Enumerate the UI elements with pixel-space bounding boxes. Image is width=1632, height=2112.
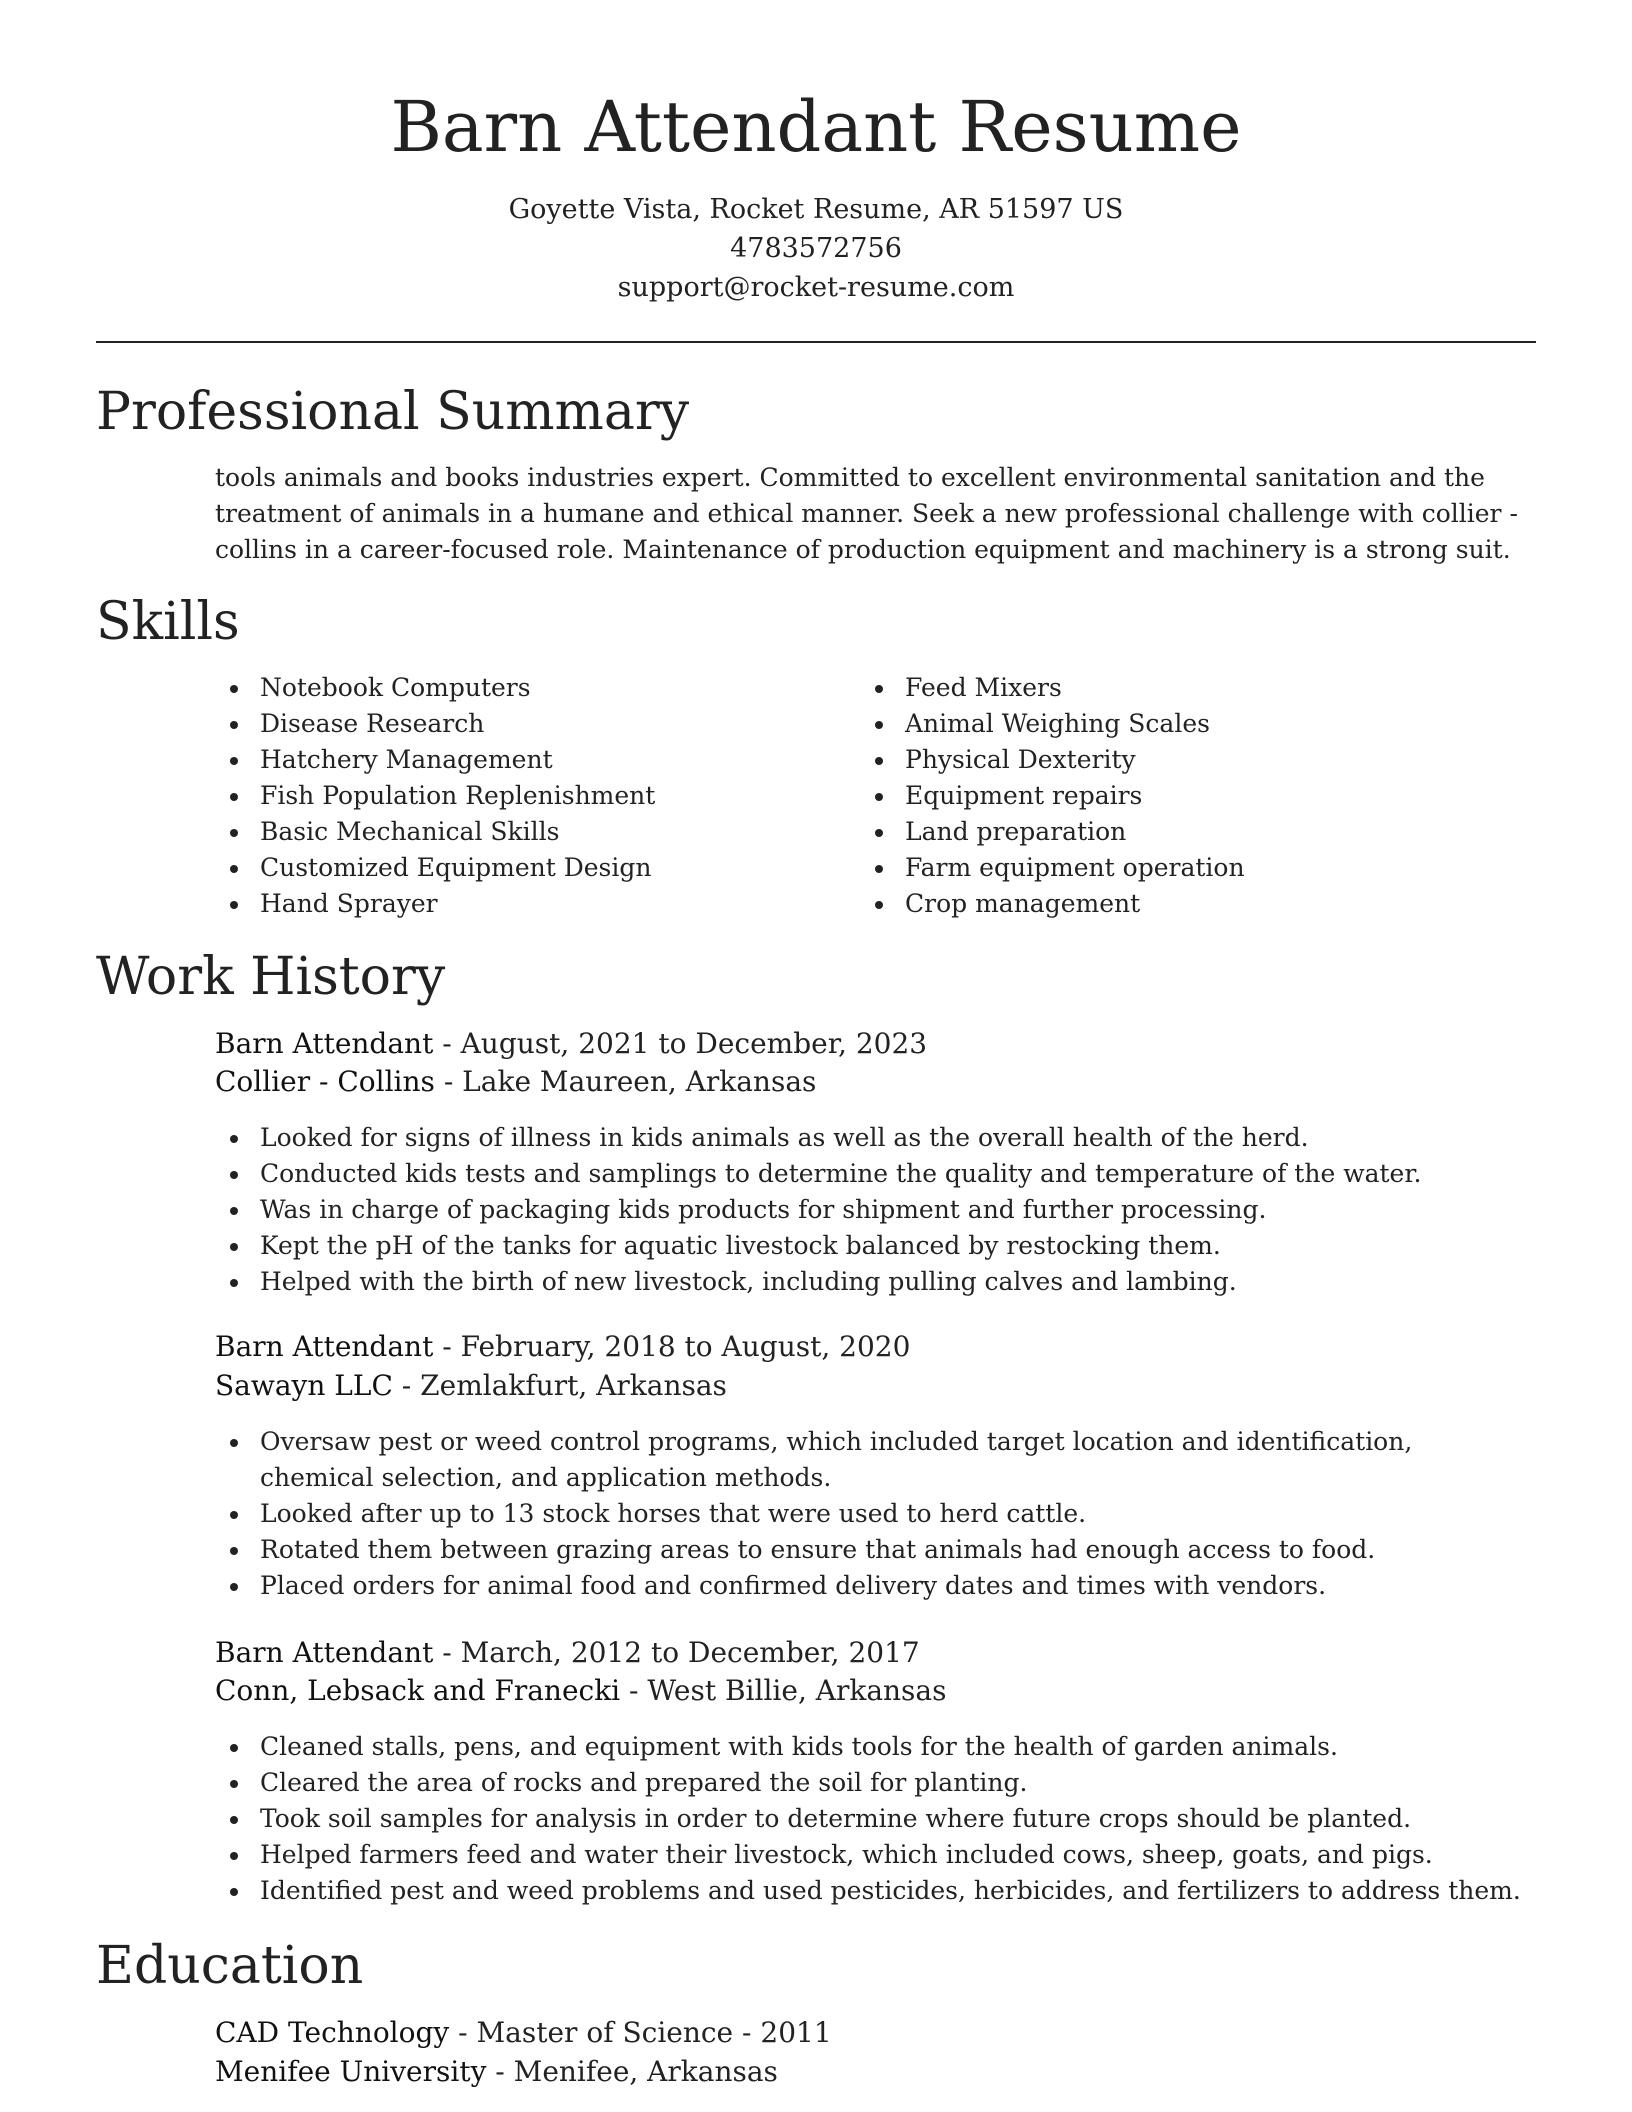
list-item: Was in charge of packaging kids products for shipment and further processing.	[215, 1192, 1535, 1228]
job-location: - West Billie, Arkansas	[620, 1674, 947, 1707]
job-dates: - August, 2021 to December, 2023	[433, 1027, 928, 1060]
job-title-line	[215, 1328, 910, 1366]
phone: 4783572756	[730, 233, 902, 264]
skill-item: Land preparation	[860, 814, 1500, 850]
list-item: Took soil samples for analysis in order to determine where future crops should be planted.	[215, 1801, 1555, 1837]
job-role: Barn Attendant	[215, 1636, 434, 1669]
job-bullets	[215, 1120, 1535, 1300]
skill-item: Crop management	[860, 886, 1500, 922]
list-item: Kept the pH of the tanks for aquatic livestock balanced by restocking them.	[215, 1228, 1535, 1264]
resume-title: Barn Attendant Resume	[390, 86, 1242, 168]
skill-item: Physical Dexterity	[860, 742, 1500, 778]
education-location: - Menifee, Arkansas	[486, 2055, 778, 2088]
skill-item: Equipment repairs	[860, 778, 1500, 814]
skill-item: Basic Mechanical Skills	[215, 814, 815, 850]
summary-heading: Professional Summary	[96, 382, 690, 442]
email: support@rocket-resume.com	[617, 272, 1015, 303]
job-company: Conn, Lebsack and Franecki	[215, 1674, 621, 1707]
education-school-line	[215, 2053, 778, 2091]
job-dates: - February, 2018 to August, 2020	[433, 1330, 911, 1363]
job-role: Barn Attendant	[215, 1330, 434, 1363]
list-item: Helped with the birth of new livestock, including pulling calves and lambing.	[215, 1264, 1535, 1300]
job-bullets	[215, 1729, 1555, 1909]
education-program: CAD Technology	[215, 2016, 450, 2049]
list-item: Rotated them between grazing areas to ensure that animals had enough access to food.	[215, 1532, 1475, 1568]
job-title-line	[215, 1025, 927, 1063]
job-role: Barn Attendant	[215, 1027, 434, 1060]
job-company-line	[215, 1672, 946, 1710]
list-item: Identified pest and weed problems and used pesticides, herbicides, and fertilizers to address them.	[215, 1873, 1555, 1909]
list-item: Looked for signs of illness in kids animals as well as the overall health of the herd.	[215, 1120, 1535, 1156]
list-item: Oversaw pest or weed control programs, which included target location and identification, chemical selection, and application methods.	[215, 1424, 1475, 1496]
skill-item: Hatchery Management	[215, 742, 815, 778]
job-location: - Lake Maureen, Arkansas	[434, 1065, 817, 1098]
header-divider	[96, 341, 1536, 343]
summary-text: tools animals and books industries expert. Committed to excellent environmental sanitation and the treatment of animals in a humane and ethical manner. Seek a new professional challenge with collier - collins in a career-focused role. Maintenance of production equipment and machinery is a strong suit.	[215, 463, 1518, 564]
job-company: Collier - Collins	[215, 1065, 435, 1098]
contact-info	[0, 190, 1632, 307]
job-location: - Zemlakfurt, Arkansas	[392, 1369, 727, 1402]
education-degree: - Master of Science	[449, 2016, 734, 2049]
list-item: Looked after up to 13 stock horses that were used to herd cattle.	[215, 1496, 1475, 1532]
skills-heading: Skills	[96, 592, 240, 652]
list-item: Conducted kids tests and samplings to determine the quality and temperature of the water.	[215, 1156, 1535, 1192]
education-program-line	[215, 2014, 832, 2052]
list-item: Cleared the area of rocks and prepared the soil for planting.	[215, 1765, 1555, 1801]
skill-item: Hand Sprayer	[215, 886, 815, 922]
job-dates: - March, 2012 to December, 2017	[433, 1636, 920, 1669]
list-item: Cleaned stalls, pens, and equipment with kids tools for the health of garden animals.	[215, 1729, 1555, 1765]
address: Goyette Vista, Rocket Resume, AR 51597 US	[508, 194, 1124, 225]
skill-item: Customized Equipment Design	[215, 850, 815, 886]
skill-item: Fish Population Replenishment	[215, 778, 815, 814]
job-title-line	[215, 1634, 920, 1672]
job-company-line	[215, 1367, 727, 1405]
job-company-line	[215, 1063, 816, 1101]
list-item: Helped farmers feed and water their livestock, which included cows, sheep, goats, and pigs.	[215, 1837, 1555, 1873]
skills-list-left	[215, 670, 815, 922]
job-bullets	[215, 1424, 1475, 1604]
skill-item: Farm equipment operation	[860, 850, 1500, 886]
skill-item: Notebook Computers	[215, 670, 815, 706]
skills-list-right	[860, 670, 1500, 922]
skill-item: Feed Mixers	[860, 670, 1500, 706]
work-heading: Work History	[96, 947, 446, 1007]
resume-header	[0, 82, 1632, 307]
list-item: Placed orders for animal food and confirmed delivery dates and times with vendors.	[215, 1568, 1475, 1604]
education-year: - 2011	[733, 2016, 832, 2049]
skill-item: Disease Research	[215, 706, 815, 742]
job-company: Sawayn LLC	[215, 1369, 393, 1402]
education-heading: Education	[96, 1936, 364, 1996]
skill-item: Animal Weighing Scales	[860, 706, 1500, 742]
education-school: Menifee University	[215, 2055, 487, 2088]
